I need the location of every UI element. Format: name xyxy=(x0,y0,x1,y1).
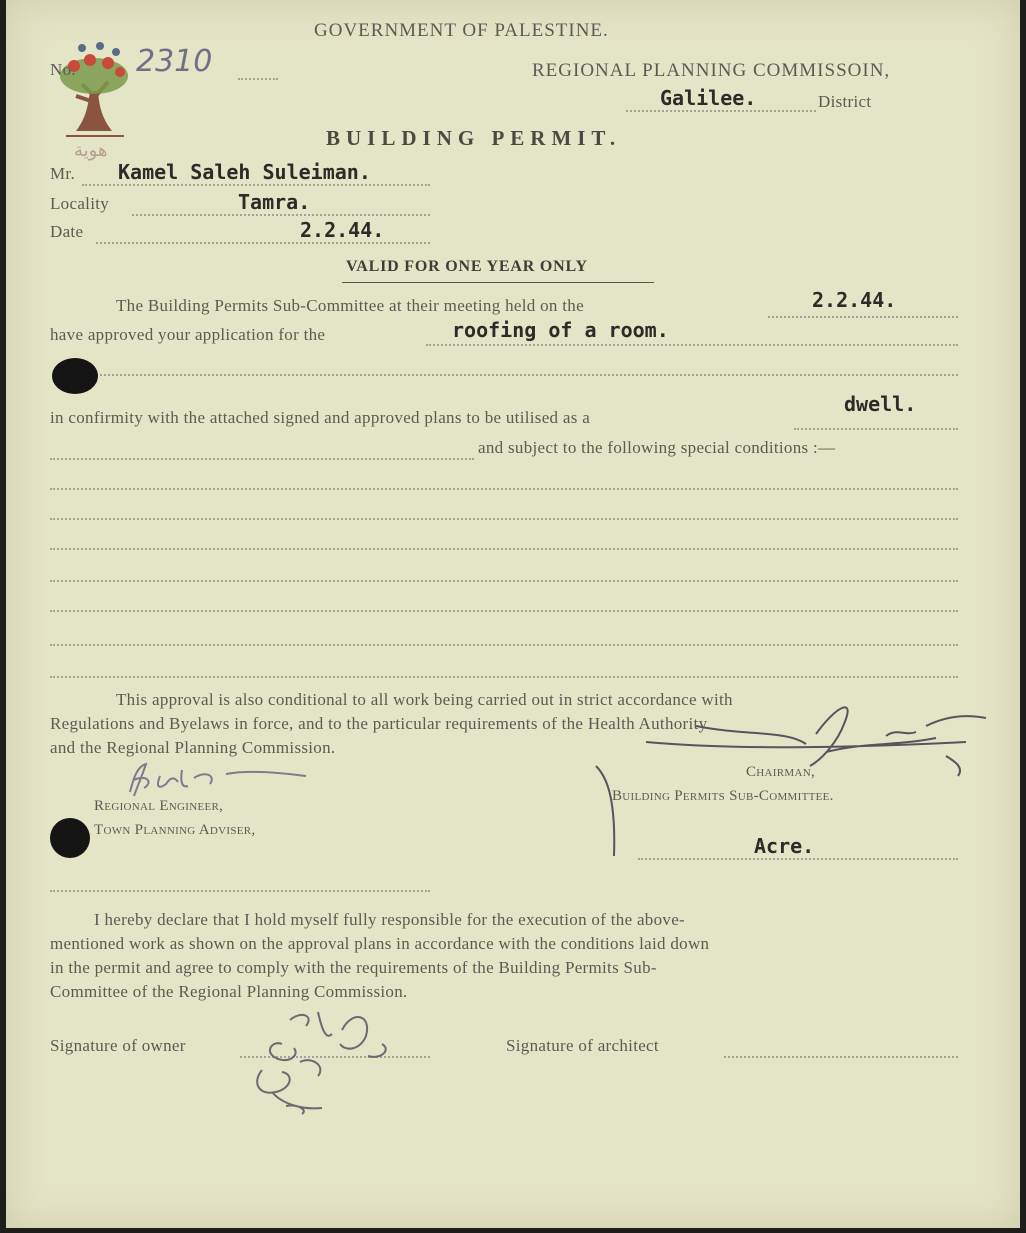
approved-text: have approved your application for the xyxy=(50,325,326,344)
conditions-dots xyxy=(50,458,474,460)
conformity-text: in confirmity with the attached signed and approved plans to be utilised as a xyxy=(50,408,591,427)
permit-document xyxy=(6,0,1020,1228)
meeting-date: 2.2.44. xyxy=(812,288,897,312)
government-heading: GOVERNMENT OF PALESTINE. xyxy=(314,20,609,41)
chairman-title: Chairman, xyxy=(746,764,816,780)
locality-dots xyxy=(132,214,430,216)
locality-value: Tamra. xyxy=(238,190,311,214)
engineer-title: Regional Engineer, xyxy=(94,798,224,814)
owner-signature xyxy=(242,1000,412,1120)
conditions-text: and subject to the following special conditions :— xyxy=(478,438,836,457)
handwritten-number: 2310 xyxy=(136,44,213,79)
declaration-line-2: mentioned work as shown on the approval plans in accordance with the conditions laid down xyxy=(50,934,710,953)
approval-line-3: and the Regional Planning Commission. xyxy=(50,738,336,757)
locality-label: Locality xyxy=(50,194,110,213)
owner-signature-label: Signature of owner xyxy=(50,1036,186,1055)
condition-line-4 xyxy=(50,580,958,582)
condition-line-3 xyxy=(50,548,958,550)
architect-signature-label: Signature of architect xyxy=(506,1036,659,1055)
architect-signature-dots xyxy=(724,1056,958,1058)
declaration-line-1: I hereby declare that I hold myself fully responsible for the execution of the above- xyxy=(94,910,686,929)
use-dots xyxy=(794,428,958,430)
commission-heading: REGIONAL PLANNING COMMISSOIN, xyxy=(532,60,891,81)
validity-note: VALID FOR ONE YEAR ONLY xyxy=(346,258,588,275)
declaration-line-4: Committee of the Regional Planning Commission. xyxy=(50,982,408,1001)
declaration-line-3: in the permit and agree to comply with the requirements of the Building Permits Sub- xyxy=(50,958,657,977)
adviser-title: Town Planning Adviser, xyxy=(94,822,256,838)
mr-label: Mr. xyxy=(50,164,75,183)
date-label: Date xyxy=(50,222,84,241)
blank-line-1 xyxy=(96,374,958,376)
condition-line-2 xyxy=(50,518,958,520)
number-prefix: No. xyxy=(50,60,76,79)
subcommittee-title: Building Permits Sub-Committee. xyxy=(612,788,834,804)
place-value: Acre. xyxy=(754,834,815,858)
condition-line-1 xyxy=(50,488,958,490)
application-value: roofing of a room. xyxy=(452,318,669,342)
ink-blot-2 xyxy=(50,818,90,858)
tree-logo-icon xyxy=(54,36,134,141)
ink-blot xyxy=(52,358,98,394)
condition-line-5 xyxy=(50,610,958,612)
condition-line-6 xyxy=(50,644,958,646)
date-value: 2.2.44. xyxy=(300,218,385,242)
mr-dots xyxy=(82,184,430,186)
approval-line-2: Regulations and Byelaws in force, and to the particular requirements of the Health Authority xyxy=(50,714,708,733)
application-dots xyxy=(426,344,958,346)
validity-underline xyxy=(342,282,654,283)
meeting-text: The Building Permits Sub-Committee at their meeting held on the xyxy=(116,296,584,315)
use-value: dwell. xyxy=(844,392,917,416)
separator-dots xyxy=(50,890,430,892)
number-dots xyxy=(238,78,278,80)
district-dots xyxy=(626,110,816,112)
date-dots xyxy=(96,242,430,244)
meeting-dots xyxy=(768,316,958,318)
district-label: District xyxy=(818,92,872,111)
mr-value: Kamel Saleh Suleiman. xyxy=(118,160,371,184)
logo-arabic-text: هوية xyxy=(74,140,108,161)
permit-title: BUILDING PERMIT. xyxy=(326,126,622,150)
district-value: Galilee. xyxy=(660,86,757,110)
approval-line-1: This approval is also conditional to all work being carried out in strict accordance with xyxy=(116,690,733,709)
place-dots xyxy=(638,858,958,860)
